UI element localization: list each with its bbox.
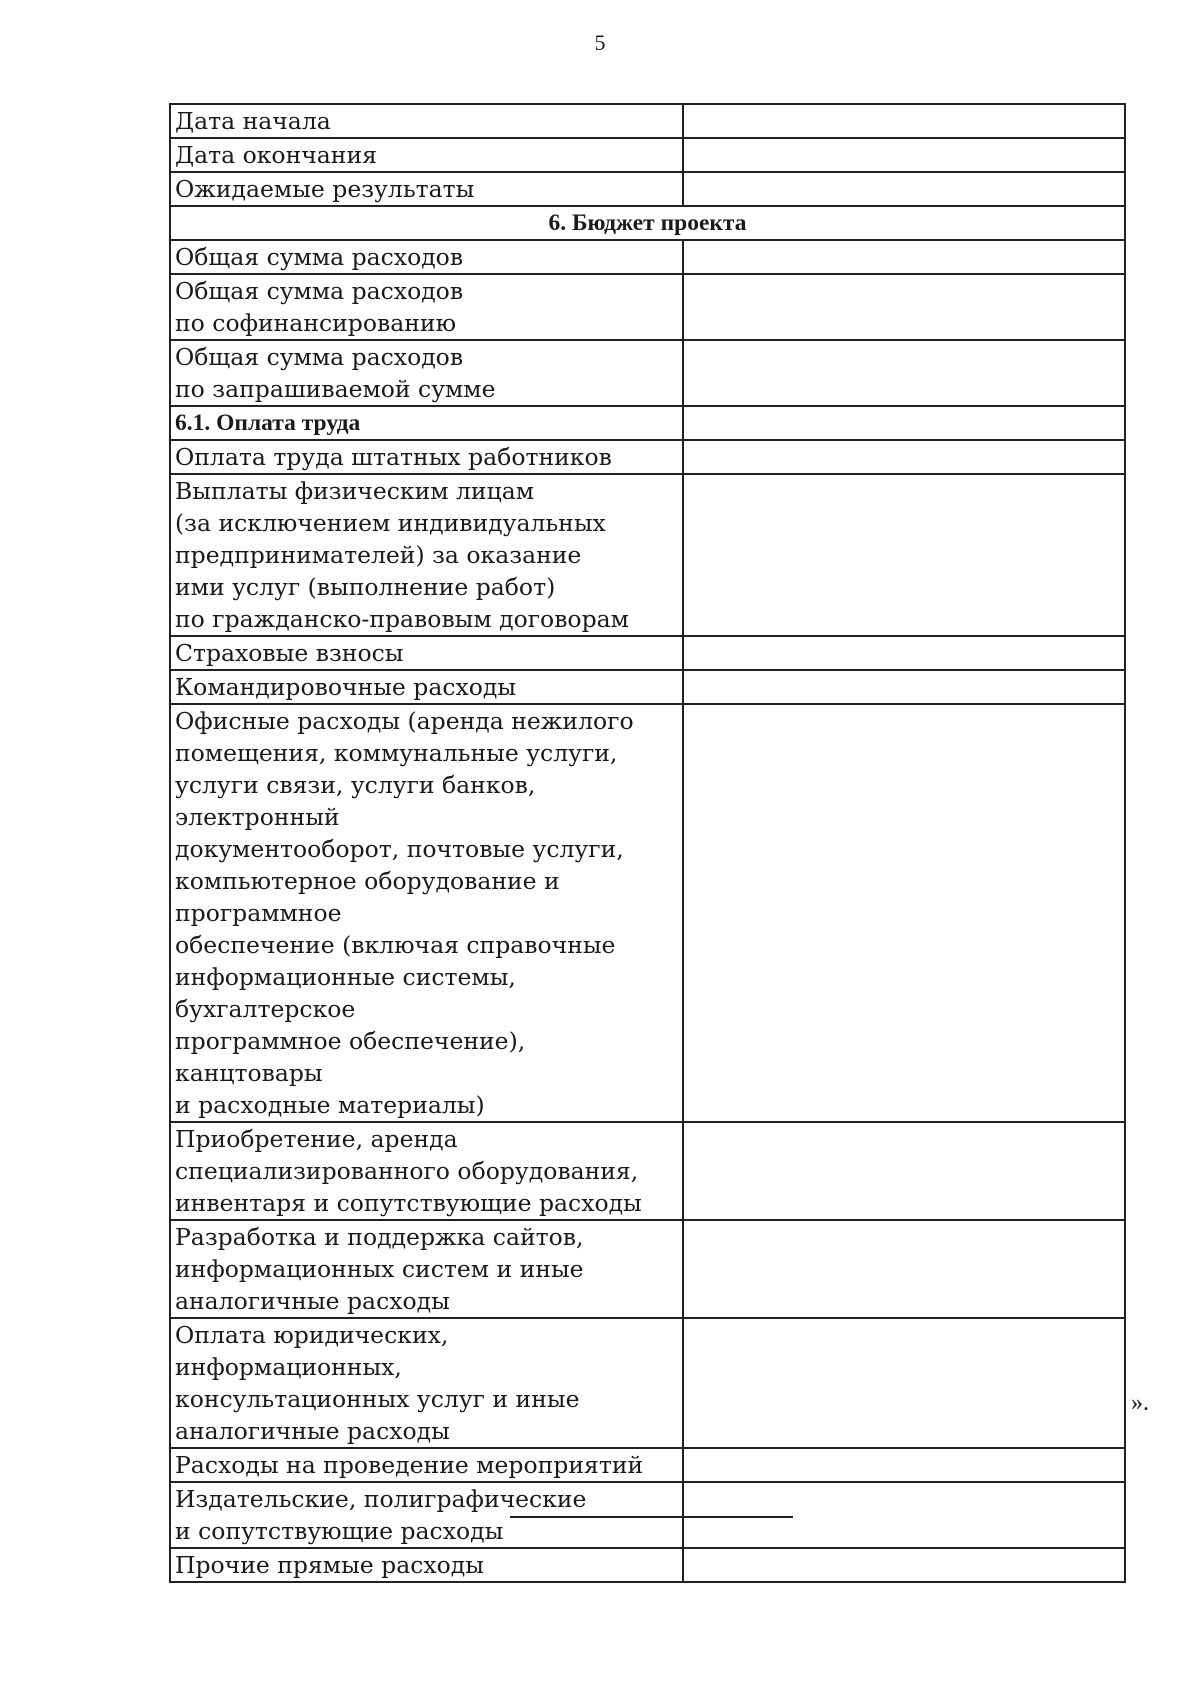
- table-row: [170, 104, 1125, 138]
- row-label: Ожидаемые результаты: [170, 172, 683, 206]
- row-label: Выплаты физическим лицам (за исключением индивидуальных предпринимателей) за оказание ими услуг (выполнение работ) по гражданско-правовым договорам: [170, 474, 683, 636]
- table-row: [170, 1548, 1125, 1582]
- subsection-heading: 6.1. Оплата труда: [170, 406, 683, 440]
- table-row: [170, 240, 1125, 274]
- row-label: Общая сумма расходов по софинансированию: [170, 274, 683, 340]
- table-row: [170, 474, 1125, 636]
- row-label: Дата начала: [170, 104, 683, 138]
- table-row: [170, 704, 1125, 1122]
- row-value-cell[interactable]: [683, 1548, 1125, 1582]
- row-value-cell: [683, 406, 1125, 440]
- budget-form-table: [169, 103, 1126, 1583]
- row-label: Приобретение, аренда специализированного оборудования, инвентаря и сопутствующие расходы: [170, 1122, 683, 1220]
- row-value-cell[interactable]: [683, 1482, 1125, 1548]
- table-row: [170, 274, 1125, 340]
- row-label: Оплата труда штатных работников: [170, 440, 683, 474]
- row-value-cell[interactable]: [683, 1220, 1125, 1318]
- section-heading: 6. Бюджет проекта: [170, 206, 1125, 240]
- table-row: [170, 340, 1125, 406]
- row-value-cell[interactable]: [683, 274, 1125, 340]
- table-row: [170, 636, 1125, 670]
- row-value-cell[interactable]: [683, 104, 1125, 138]
- table-row: [170, 1482, 1125, 1548]
- row-value-cell[interactable]: [683, 340, 1125, 406]
- row-value-cell[interactable]: [683, 636, 1125, 670]
- row-value-cell[interactable]: [683, 1318, 1125, 1448]
- row-value-cell[interactable]: [683, 704, 1125, 1122]
- row-label: Прочие прямые расходы: [170, 1548, 683, 1582]
- table-row: [170, 1122, 1125, 1220]
- row-label: Общая сумма расходов: [170, 240, 683, 274]
- table-row: [170, 172, 1125, 206]
- row-value-cell[interactable]: [683, 1448, 1125, 1482]
- table-row: [170, 1220, 1125, 1318]
- table-row: [170, 138, 1125, 172]
- section-heading-row: [170, 206, 1125, 240]
- row-value-cell[interactable]: [683, 138, 1125, 172]
- row-label: Издательские, полиграфические и сопутствующие расходы: [170, 1482, 683, 1548]
- table-row: [170, 1448, 1125, 1482]
- closing-quote: ».: [1131, 1390, 1149, 1416]
- table-row: [170, 440, 1125, 474]
- row-value-cell[interactable]: [683, 240, 1125, 274]
- row-value-cell[interactable]: [683, 172, 1125, 206]
- row-label: Страховые взносы: [170, 636, 683, 670]
- end-separator-line: [510, 1516, 793, 1518]
- row-value-cell[interactable]: [683, 440, 1125, 474]
- row-label: Расходы на проведение мероприятий: [170, 1448, 683, 1482]
- row-label: Офисные расходы (аренда нежилого помещения, коммунальные услуги, услуги связи, услуги банков, электронный документооборот, почтовые услуги, компьютерное оборудование и программное обеспечение (включая справочные информационные системы, бухгалтерское программное обеспечение), канцтовары и расходные материалы): [170, 704, 683, 1122]
- row-label: Командировочные расходы: [170, 670, 683, 704]
- row-value-cell[interactable]: [683, 474, 1125, 636]
- table-row: [170, 1318, 1125, 1448]
- row-value-cell[interactable]: [683, 670, 1125, 704]
- page-number: 5: [594, 30, 606, 55]
- row-label: Разработка и поддержка сайтов, информационных систем и иные аналогичные расходы: [170, 1220, 683, 1318]
- subsection-heading-row: [170, 406, 1125, 440]
- row-label: Дата окончания: [170, 138, 683, 172]
- row-label: Оплата юридических, информационных, консультационных услуг и иные аналогичные расходы: [170, 1318, 683, 1448]
- row-value-cell[interactable]: [683, 1122, 1125, 1220]
- row-label: Общая сумма расходов по запрашиваемой сумме: [170, 340, 683, 406]
- table-row: [170, 670, 1125, 704]
